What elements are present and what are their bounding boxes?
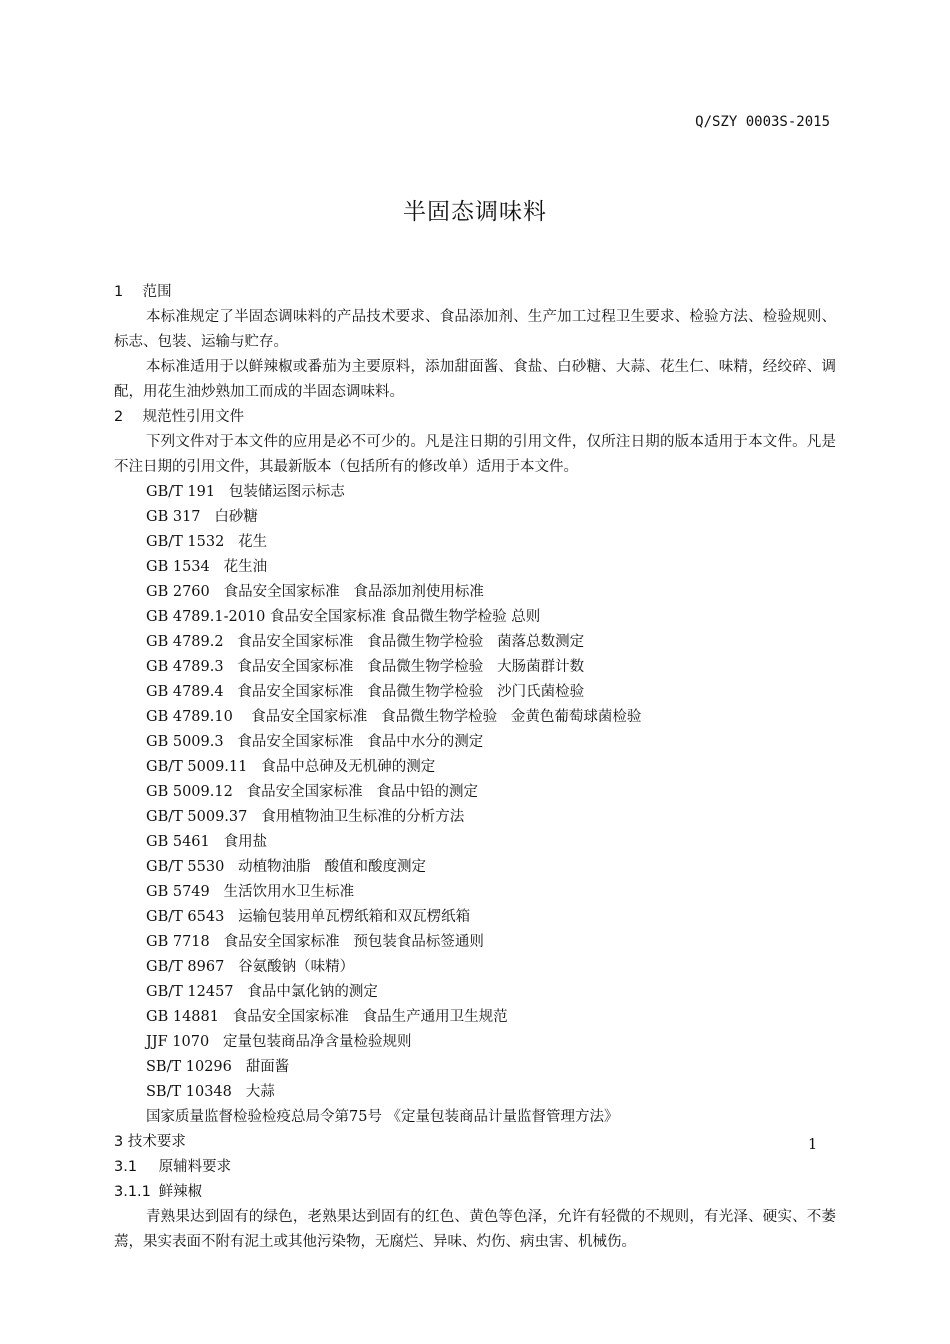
section-number: 3.1 — [114, 1159, 138, 1175]
document-body — [114, 280, 836, 1255]
subsection-3-1-heading — [114, 1155, 836, 1180]
reference-list — [114, 480, 836, 1130]
reference-item: GB/T 12457 食品中氯化钠的测定 — [146, 984, 378, 1000]
reference-item: GB 7718 食品安全国家标准 预包装食品标签通则 — [146, 934, 484, 950]
section-2-heading — [114, 405, 836, 430]
section-title: 技术要求 — [127, 1134, 186, 1150]
section-title: 原辅料要求 — [158, 1159, 232, 1175]
page-number: 1 — [808, 1137, 818, 1153]
reference-item: GB 4789.4 食品安全国家标准 食品微生物学检验 沙门氏菌检验 — [146, 684, 585, 700]
section-title: 范围 — [142, 284, 172, 300]
reference-item: GB 5009.3 食品安全国家标准 食品中水分的测定 — [146, 734, 484, 750]
reference-item: GB 5009.12 食品安全国家标准 食品中铅的测定 — [146, 784, 478, 800]
section-title: 规范性引用文件 — [142, 409, 245, 425]
reference-item: GB/T 5009.11 食品中总砷及无机砷的测定 — [146, 759, 436, 775]
section-number: 3.1.1 — [114, 1184, 151, 1200]
paragraph: 本标准适用于以鲜辣椒或番茄为主要原料，添加甜面酱、食盐、白砂糖、大蒜、花生仁、味精，经绞碎、调配，用花生油炒熟加工而成的半固态调味料。 — [114, 359, 836, 400]
reference-item: GB 4789.3 食品安全国家标准 食品微生物学检验 大肠菌群计数 — [146, 659, 585, 675]
section-number: 1 — [114, 284, 124, 300]
section-1-heading — [114, 280, 836, 305]
reference-item: GB 1534 花生油 — [146, 559, 268, 575]
reference-item: JJF 1070 定量包装商品净含量检验规则 — [146, 1034, 412, 1050]
subsection-3-1-1-heading — [114, 1180, 836, 1205]
reference-item: GB 14881 食品安全国家标准 食品生产通用卫生规范 — [146, 1009, 508, 1025]
section-title: 鲜辣椒 — [158, 1184, 203, 1200]
reference-item: GB 5749 生活饮用水卫生标准 — [146, 884, 355, 900]
reference-item: GB/T 5530 动植物油脂 酸值和酸度测定 — [146, 859, 426, 875]
reference-item: SB/T 10296 甜面酱 — [146, 1059, 290, 1075]
section-3-heading — [114, 1130, 836, 1155]
reference-item: GB 4789.2 食品安全国家标准 食品微生物学检验 菌落总数测定 — [146, 634, 585, 650]
paragraph: 青熟果达到固有的绿色，老熟果达到固有的红色、黄色等色泽，允许有轻微的不规则，有光泽、硬实、不萎蔫，果实表面不附有泥土或其他污染物，无腐烂、异味、灼伤、病虫害、机械伤。 — [114, 1209, 836, 1250]
reference-item: GB/T 5009.37 食用植物油卫生标准的分析方法 — [146, 809, 465, 825]
reference-item: GB/T 191 包装储运图示标志 — [146, 484, 345, 500]
document-number: Q/SZY 0003S-2015 — [695, 114, 830, 130]
reference-item: GB 4789.10 食品安全国家标准 食品微生物学检验 金黄色葡萄球菌检验 — [146, 709, 642, 725]
reference-item: SB/T 10348 大蒜 — [146, 1084, 275, 1100]
page-title: 半固态调味料 — [403, 199, 547, 225]
reference-item: GB/T 6543 运输包装用单瓦楞纸箱和双瓦楞纸箱 — [146, 909, 471, 925]
reference-item: 国家质量监督检验检疫总局令第75号 《定量包装商品计量监督管理方法》 — [146, 1109, 619, 1125]
paragraph: 下列文件对于本文件的应用是必不可少的。凡是注日期的引用文件，仅所注日期的版本适用于本文件。凡是不注日期的引用文件，其最新版本（包括所有的修改单）适用于本文件。 — [114, 434, 836, 475]
section-number: 3 — [114, 1134, 124, 1150]
paragraph: 本标准规定了半固态调味料的产品技术要求、食品添加剂、生产加工过程卫生要求、检验方法、检验规则、标志、包装、运输与贮存。 — [114, 309, 836, 350]
reference-item: GB 317 白砂糖 — [146, 509, 258, 525]
section-number: 2 — [114, 409, 124, 425]
reference-item: GB/T 1532 花生 — [146, 534, 268, 550]
reference-item: GB/T 8967 谷氨酸钠（味精） — [146, 959, 355, 975]
reference-item: GB 4789.1-2010 食品安全国家标准 食品微生物学检验 总则 — [146, 609, 541, 625]
reference-item: GB 5461 食用盐 — [146, 834, 268, 850]
reference-item: GB 2760 食品安全国家标准 食品添加剂使用标准 — [146, 584, 484, 600]
